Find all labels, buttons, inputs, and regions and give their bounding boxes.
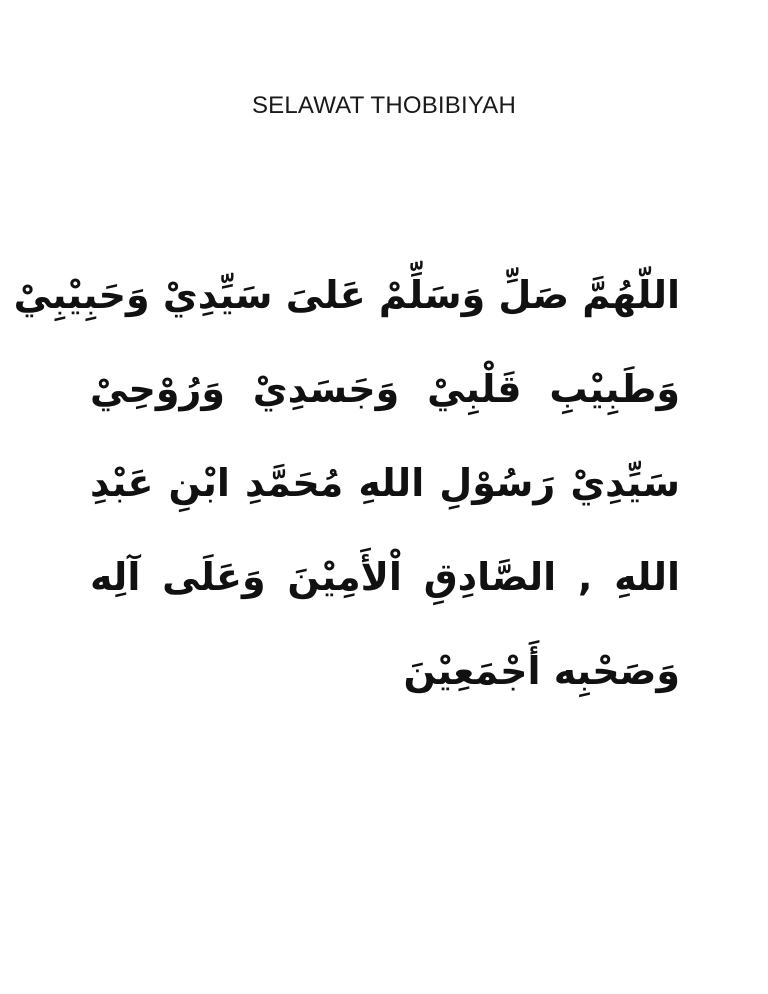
- selawat-line-5: وَصَحْبِه أَجْمَعِيْنَ: [403, 649, 680, 693]
- selawat-line-1: اللّهُمَّ صَلِّ وَسَلِّمْ عَلىَ سَيِّدِيْ وَحَبِيْبِيْ: [13, 273, 680, 317]
- selawat-line-2: وَطَبِيْبِ قَلْبِيْ وَجَسَدِيْ وَرُوْحِيْ: [90, 367, 680, 411]
- selawat-line-4: اللهِ , الصَّادِقِ اْلأَمِيْنَ وَعَلَى آلِه: [90, 555, 680, 599]
- selawat-text: [13, 248, 680, 718]
- document-title: SELAWAT THOBIBIYAH: [251, 92, 517, 119]
- selawat-line-3: سَيِّدِيْ رَسُوْلِ اللهِ مُحَمَّدِ ابْنِ عَبْدِ: [90, 461, 680, 505]
